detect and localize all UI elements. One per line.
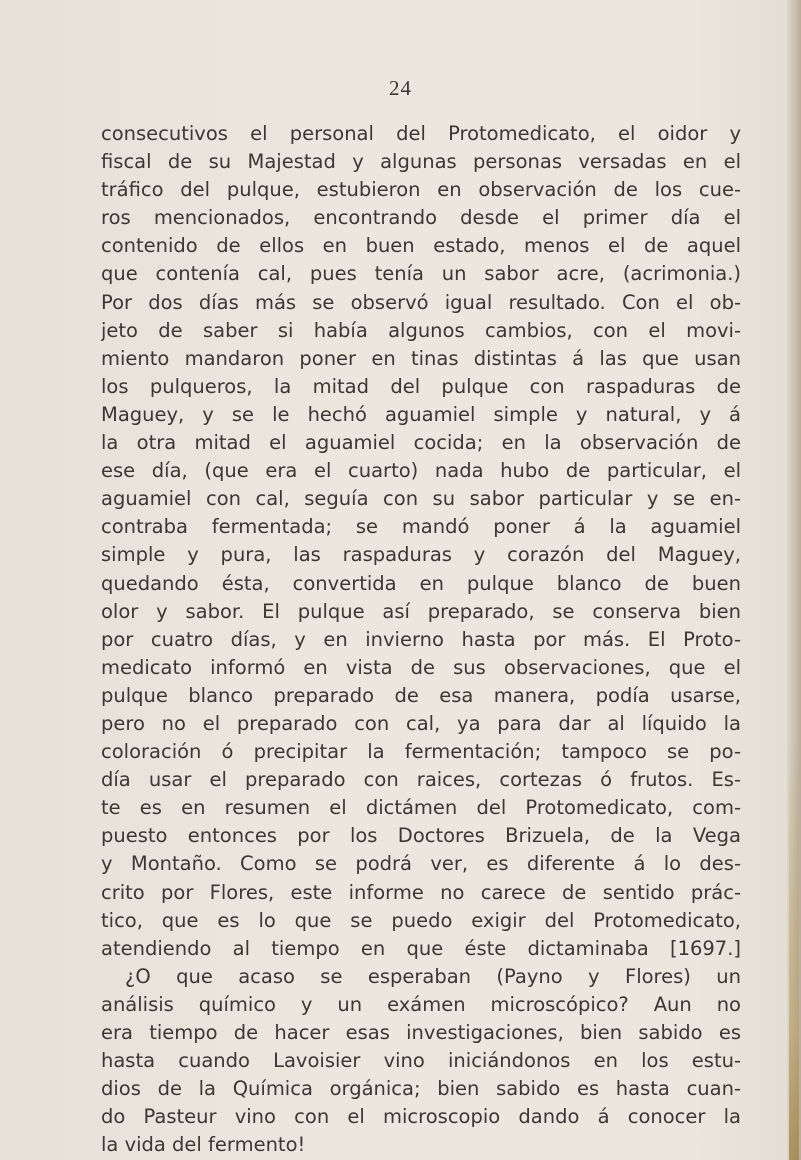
text-line: consecutivos el personal del Protomedicato, el oidor y xyxy=(101,122,741,145)
text-line: crito por Flores, este informe no carece de sentido prác- xyxy=(101,880,741,904)
text-line: ¿O que acaso se esperaban (Payno y Flores) un xyxy=(125,964,741,988)
text-line: aguamiel con cal, seguía con su sabor particular y se en- xyxy=(101,487,741,511)
text-line: olor y sabor. El pulque así preparado, se conserva bien xyxy=(101,599,741,623)
text-line: pulque blanco preparado de esa manera, podía usarse, xyxy=(101,683,741,707)
text-line: pero no el preparado con cal, ya para dar al líquido la xyxy=(101,711,741,735)
text-line: la otra mitad el aguamiel cocida; en la observación de xyxy=(101,431,741,455)
text-line: do Pasteur vino con el microscopio dando á conocer la xyxy=(101,1105,741,1129)
text-line: hasta cuando Lavoisier vino iniciándonos en los estu- xyxy=(101,1049,741,1073)
text-line: dios de la Química orgánica; bien sabido es hasta cuan- xyxy=(101,1077,741,1101)
text-line: ese día, (que era el cuarto) nada hubo de particular, el xyxy=(101,459,741,483)
text-line: tico, que es lo que se puedo exigir del Protomedicato, xyxy=(101,908,741,932)
text-line: puesto entonces por los Doctores Brizuela, de la Vega xyxy=(101,824,741,848)
text-line: jeto de saber si había algunos cambios, con el movi- xyxy=(101,318,741,342)
text-line: los pulqueros, la mitad del pulque con raspaduras de xyxy=(101,374,741,398)
text-line: contraba fermentada; se mandó poner á la aguamiel xyxy=(101,515,741,539)
text-line: que contenía cal, pues tenía un sabor acre, (acrimonia.) xyxy=(101,262,741,286)
text-line: ros mencionados, encontrando desde el primer día el xyxy=(101,206,741,230)
text-line: te es en resumen el dictámen del Protomedicato, com- xyxy=(101,796,741,820)
text-line: simple y pura, las raspaduras y corazón del Maguey, xyxy=(101,543,741,567)
text-line: y Montaño. Como se podrá ver, es diferente á lo des- xyxy=(101,852,741,876)
text-line: tráfico del pulque, estubieron en observación de los cue- xyxy=(101,178,741,202)
text-line: coloración ó precipitar la fermentación; tampoco se po- xyxy=(101,740,741,764)
text-line: miento mandaron poner en tinas distintas á las que usan xyxy=(101,346,741,370)
text-line: quedando ésta, convertida en pulque blanco de buen xyxy=(101,571,741,595)
text-line: por cuatro días, y en invierno hasta por más. El Proto- xyxy=(101,627,741,651)
page-edge xyxy=(787,0,801,1160)
text-line: era tiempo de hacer esas investigaciones, bien sabido es xyxy=(101,1021,741,1044)
text-line: Maguey, y se le hechó aguamiel simple y natural, y á xyxy=(101,402,741,426)
text-line: análisis químico y un exámen microscópico? Aun no xyxy=(101,992,741,1016)
body-text xyxy=(101,120,741,1159)
text-line: día usar el preparado con raices, cortezas ó frutos. Es- xyxy=(101,768,741,792)
text-line: la vida del fermento! xyxy=(101,1133,306,1157)
text-line: Por dos días más se observó igual resultado. Con el ob- xyxy=(101,290,741,314)
text-line: atendiendo al tiempo en que éste dictaminaba [1697.] xyxy=(101,936,741,960)
page-number: 24 xyxy=(389,76,412,100)
text-line: fiscal de su Majestad y algunas personas versadas en el xyxy=(101,150,741,174)
text-line: contenido de ellos en buen estado, menos el de aquel xyxy=(101,234,741,258)
text-line: medicato informó en vista de sus observaciones, que el xyxy=(101,655,741,679)
